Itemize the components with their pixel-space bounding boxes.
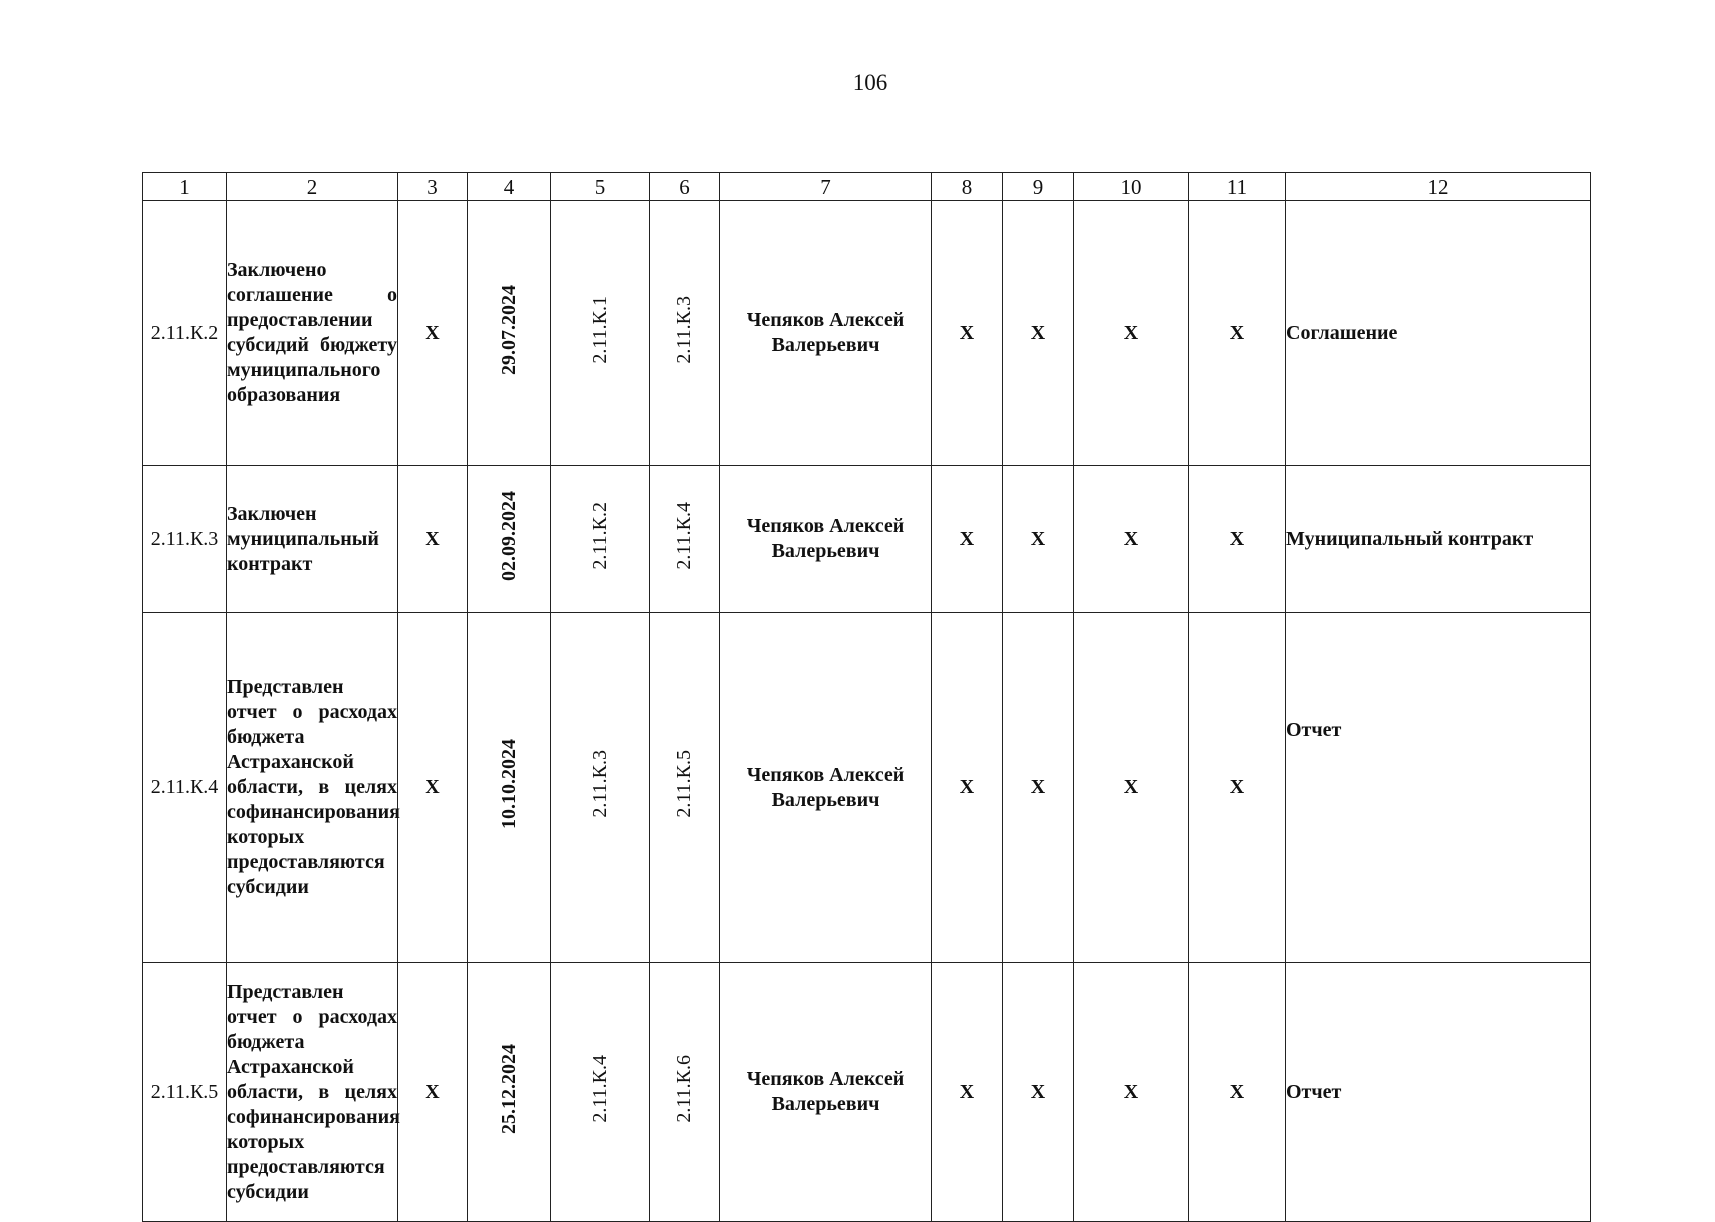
row-result: Отчет <box>1286 963 1591 1222</box>
row-mark: X <box>932 613 1003 963</box>
table-row <box>143 613 1591 963</box>
row-responsible: Чепяков Алексей Валерьевич <box>720 613 932 963</box>
row-code: 2.11.К.4 <box>143 613 227 963</box>
column-header: 11 <box>1189 173 1286 201</box>
row-successor-cell <box>650 963 720 1222</box>
row-date: 25.12.2024 <box>497 1043 520 1134</box>
column-header: 5 <box>551 173 650 201</box>
row-successor: 2.11.К.6 <box>673 1054 695 1123</box>
row-mark: X <box>1003 613 1074 963</box>
row-predecessor: 2.11.К.4 <box>588 1054 611 1123</box>
row-mark: X <box>932 201 1003 466</box>
table-header-row <box>143 173 1591 201</box>
row-mark: X <box>1003 201 1074 466</box>
row-mark: X <box>1074 466 1189 613</box>
row-code: 2.11.К.5 <box>143 963 227 1222</box>
row-responsible: Чепяков Алексей Валерьевич <box>720 201 932 466</box>
row-mark: X <box>1003 466 1074 613</box>
row-description: Заключен муниципальный контракт <box>227 466 398 613</box>
row-predecessor-cell <box>551 201 650 466</box>
row-date-cell <box>468 963 551 1222</box>
row-date: 02.09.2024 <box>497 490 520 581</box>
row-code: 2.11.К.2 <box>143 201 227 466</box>
row-successor: 2.11.К.5 <box>673 750 695 818</box>
row-mark: X <box>1003 963 1074 1222</box>
row-mark: X <box>1074 963 1189 1222</box>
row-responsible: Чепяков Алексей Валерьевич <box>720 963 932 1222</box>
row-description: Заключено соглашение о предоставлении субсидий бюджету муниципального образования <box>227 201 398 466</box>
column-header: 3 <box>398 173 468 201</box>
column-header: 1 <box>143 173 227 201</box>
row-result: Соглашение <box>1286 201 1591 466</box>
column-header: 4 <box>468 173 551 201</box>
column-header: 9 <box>1003 173 1074 201</box>
row-mark: X <box>398 613 468 963</box>
column-header: 6 <box>650 173 720 201</box>
row-successor: 2.11.К.3 <box>673 295 695 364</box>
row-date-cell <box>468 201 551 466</box>
column-header: 7 <box>720 173 932 201</box>
row-predecessor: 2.11.К.2 <box>588 501 611 570</box>
row-description: Представлен отчет о расходах бюджета Астраханской области, в целях софинансирования которых предоставляются субсидии <box>227 613 398 963</box>
control-points-table <box>142 172 1591 1222</box>
row-mark: X <box>398 466 468 613</box>
table-row <box>143 466 1591 613</box>
row-predecessor-cell <box>551 613 650 963</box>
row-successor-cell <box>650 466 720 613</box>
row-mark: X <box>398 201 468 466</box>
column-header: 10 <box>1074 173 1189 201</box>
row-mark: X <box>1189 613 1286 963</box>
row-mark: X <box>1189 466 1286 613</box>
row-predecessor: 2.11.К.1 <box>588 295 611 364</box>
row-successor: 2.11.К.4 <box>673 501 695 570</box>
row-code: 2.11.К.3 <box>143 466 227 613</box>
row-date: 29.07.2024 <box>497 284 520 375</box>
row-mark: X <box>932 963 1003 1222</box>
row-mark: X <box>932 466 1003 613</box>
row-description: Представлен отчет о расходах бюджета Астраханской области, в целях софинансирования которых предоставляются субсидии <box>227 963 398 1222</box>
row-predecessor: 2.11.К.3 <box>588 750 611 818</box>
column-header: 8 <box>932 173 1003 201</box>
table-row <box>143 963 1591 1222</box>
row-mark: X <box>1189 963 1286 1222</box>
row-responsible: Чепяков Алексей Валерьевич <box>720 466 932 613</box>
row-successor-cell <box>650 201 720 466</box>
row-result: Муниципальный контракт <box>1286 466 1591 613</box>
row-result: Отчет <box>1286 613 1591 963</box>
table-row <box>143 201 1591 466</box>
row-mark: X <box>1074 201 1189 466</box>
row-date: 10.10.2024 <box>497 739 520 829</box>
row-predecessor-cell <box>551 466 650 613</box>
column-header: 2 <box>227 173 398 201</box>
row-successor-cell <box>650 613 720 963</box>
row-mark: X <box>1189 201 1286 466</box>
row-predecessor-cell <box>551 963 650 1222</box>
row-date-cell <box>468 466 551 613</box>
page-number: 106 <box>852 70 888 95</box>
row-mark: X <box>1074 613 1189 963</box>
row-mark: X <box>398 963 468 1222</box>
column-header: 12 <box>1286 173 1591 201</box>
row-date-cell <box>468 613 551 963</box>
